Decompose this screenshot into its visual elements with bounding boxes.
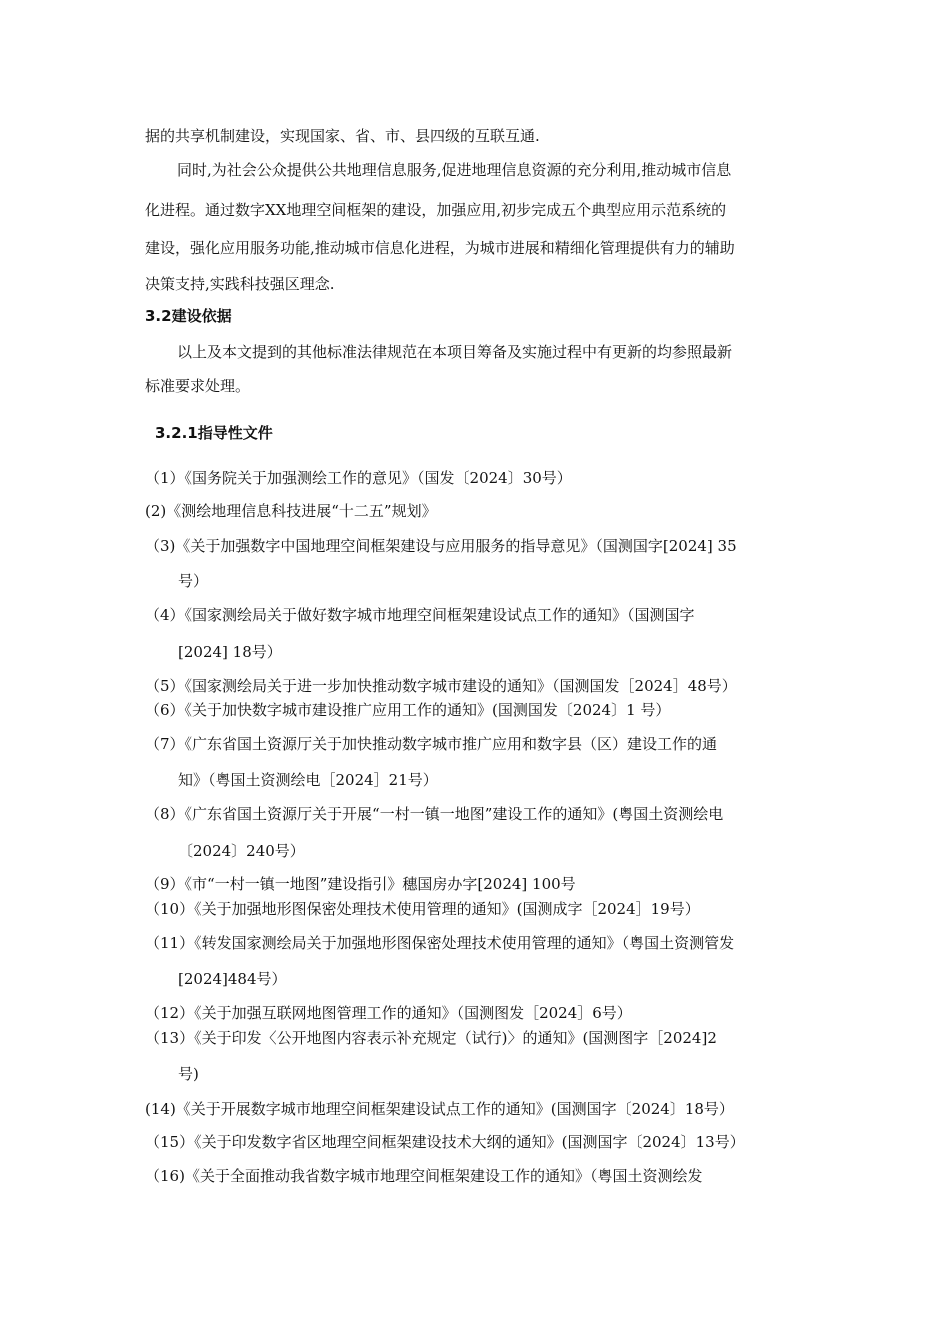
- reference-item-continuation: [2024]484号）: [178, 970, 287, 988]
- reference-item-continuation: [2024] 18号）: [178, 643, 282, 661]
- reference-item-continuation: 号）: [178, 572, 209, 590]
- reference-item: （11）《转发国家测绘局关于加强地形图保密处理技术使用管理的通知》（粤国土资测管发: [145, 934, 735, 952]
- intro-paragraph-line: 建设，强化应用服务功能,推动城市信息化进程，为城市进展和精细化管理提供有力的辅助: [145, 239, 735, 257]
- reference-item: （9）《市“一村一镇一地图”建设指引》穗国房办字[2024] 100号: [145, 875, 576, 893]
- reference-item-continuation: 〔2024〕240号）: [178, 842, 305, 860]
- section-heading-3-2-1: 3.2.1指导性文件: [155, 424, 273, 442]
- section-paragraph-line: 以上及本文提到的其他标准法律规范在本项目筹备及实施过程中有更新的均参照最新: [177, 343, 733, 361]
- section-heading-3-2: 3.2建设依据: [145, 307, 232, 325]
- reference-item: （1）《国务院关于加强测绘工作的意见》（国发〔2024〕30号）: [145, 469, 572, 487]
- reference-item-continuation: 知》（粤国土资测绘电［2024］21号）: [178, 771, 438, 789]
- reference-item: （15）《关于印发数字省区地理空间框架建设技术大纲的通知》(国测国字〔2024〕13号）: [145, 1133, 745, 1151]
- intro-paragraph-line: 决策支持,实践科技强区理念.: [145, 275, 335, 293]
- reference-item: （6）《关于加快数字城市建设推广应用工作的通知》(国测国发〔2024〕1 号）: [145, 701, 671, 719]
- section-paragraph-line: 标准要求处理。: [145, 377, 251, 395]
- intro-paragraph-line: 化进程。通过数字XX地理空间框架的建设，加强应用,初步完成五个典型应用示范系统的: [145, 201, 727, 219]
- intro-paragraph-line: 同时,为社会公众提供公共地理信息服务,促进地理信息资源的充分利用,推动城市信息: [177, 161, 732, 179]
- reference-item: （5）《国家测绘局关于进一步加快推动数字城市建设的通知》（国测国发［2024］48号）: [145, 677, 737, 695]
- reference-item: （7）《广东省国土资源厅关于加快推动数字城市推广应用和数字县（区）建设工作的通: [145, 735, 718, 753]
- reference-item: （3)《关于加强数字中国地理空间框架建设与应用服务的指导意见》（国测国字[2024] 35: [145, 537, 737, 555]
- reference-item: (2)《测绘地理信息科技进展“十二五”规划》: [145, 502, 437, 520]
- reference-item: （12）《关于加强互联网地图管理工作的通知》（国测图发［2024］6号）: [145, 1004, 632, 1022]
- intro-paragraph-line: 据的共享机制建设，实现国家、省、市、县四级的互联互通.: [145, 127, 540, 145]
- reference-item-continuation: 号): [178, 1065, 199, 1083]
- reference-item: (14)《关于开展数字城市地理空间框架建设试点工作的通知》(国测国字〔2024〕18号）: [145, 1100, 734, 1118]
- reference-item: （8）《广东省国土资源厅关于开展“一村一镇一地图”建设工作的通知》(粤国土资测绘电: [145, 805, 724, 823]
- reference-item: （13）《关于印发〈公开地图内容表示补充规定（试行)〉的通知》(国测图字［2024]2: [145, 1029, 717, 1047]
- reference-item: （16)《关于全面推动我省数字城市地理空间框架建设工作的通知》（粤国土资测绘发: [145, 1167, 703, 1185]
- reference-item: （10）《关于加强地形图保密处理技术使用管理的通知》(国测成字［2024］19号）: [145, 900, 700, 918]
- reference-item: （4）《国家测绘局关于做好数字城市地理空间框架建设试点工作的通知》（国测国字: [145, 606, 695, 624]
